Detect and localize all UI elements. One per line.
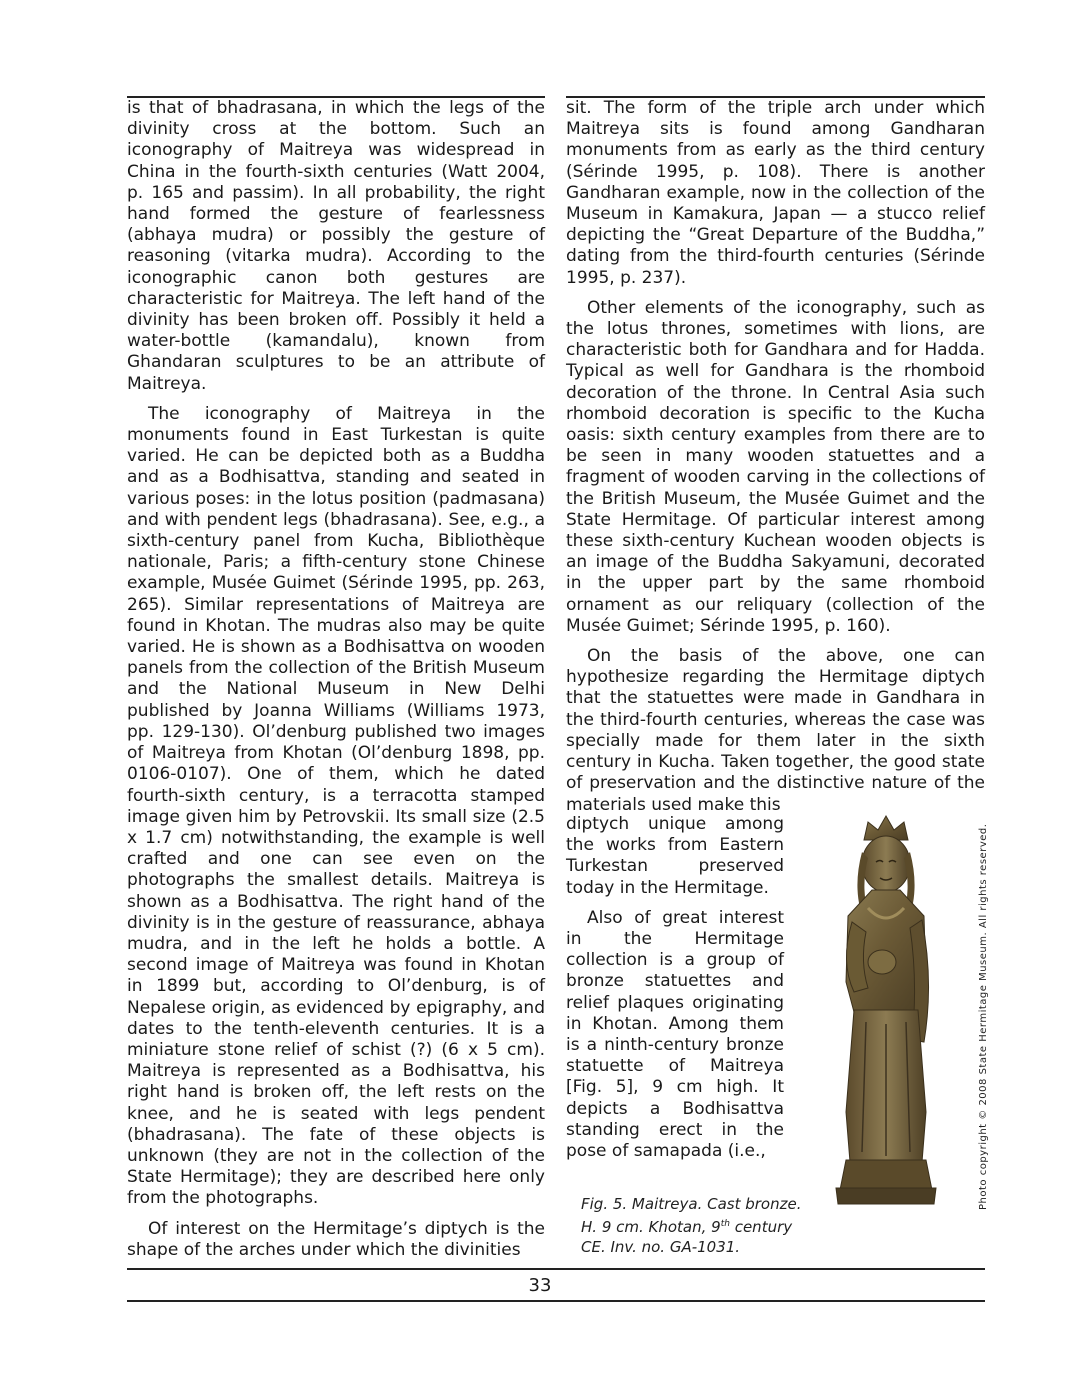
left-column xyxy=(127,98,545,1261)
right-paragraph-1: sit. The form of the triple arch under which Maitreya sits is found among Gandharan monuments from as early as the third century (Sérinde 1995, p. 108). There is another Gandharan example, now in the collection of the Museum in Kamakura, Japan — a stucco relief depicting the “Great Departure of the Buddha,” dating from the third-fourth centuries (Sérinde 1995, p. 237). xyxy=(566,98,985,288)
footer-rule-bottom xyxy=(127,1300,985,1302)
caption-line-1: Fig. 5. Maitreya. Cast bronze. xyxy=(581,1195,802,1213)
caption-line-2 xyxy=(581,1214,841,1237)
left-paragraph-3: Of interest on the Hermitage’s diptych is the shape of the arches under which the divinities xyxy=(127,1218,545,1260)
right-paragraph-3: On the basis of the above, one can hypothesize regarding the Hermitage diptych that the statuettes were made in Gandhara in the third-fourth centuries, whereas the case was specially made for them later in the sixth century in Kucha. Taken together, the good state of preservation and the distinctive nature of the materials used make this xyxy=(566,646,985,815)
maitreya-statuette-image xyxy=(806,812,966,1212)
caption-line-2-end: century xyxy=(729,1218,793,1236)
right-column xyxy=(566,98,985,816)
caption-line-2-text: H. 9 cm. Khotan, 9 xyxy=(581,1218,721,1236)
caption-superscript: th xyxy=(720,1219,730,1229)
page-number: 33 xyxy=(528,1275,552,1296)
right-column-narrow xyxy=(566,814,784,1162)
right-paragraph-4: Also of great interest in the Hermitage collection is a group of bronze statuettes and relief plaques originating in Khotan. Among them is a ninth-century bronze statuette of Maitreya [Fig. 5], 9 cm high. It depicts a Bodhisattva standing erect in the pose of samapada (i.e., xyxy=(566,907,784,1162)
left-paragraph-1: is that of bhadrasana, in which the legs of the divinity cross at the bottom. Such an iconography of Maitreya was widespread in China in the fourth-sixth centuries (Watt 2004, p. 165 and passim). In all probability, the right hand formed the gesture of fearlessness (abhaya mudra) or possibly the gesture of reasoning (vitarka mudra). According to the iconographic canon both gestures are characteristic for Maitreya. The left hand of the divinity has been broken off. Possibly it held a water-bottle (kamandalu), known from Ghandaran sculptures to be an attribute of Maitreya. xyxy=(127,98,545,394)
footer-rule-top xyxy=(127,1268,985,1270)
right-paragraph-2: Other elements of the iconography, such as the lotus thrones, sometimes with lions, are characteristic both for Gandhara and for Hadda. Typical as well for Gandhara is the rhomboid decoration of the throne. In Central Asia such rhomboid decoration is specific to the Kucha oasis: sixth century examples from there are to be seen in many wooden statuettes and a fragment of wooden carving in the collections of the British Museum, the Musée Guimet and the State Hermitage. Of particular interest among these sixth-century Kuchean wooden objects is an image of the Buddha Sakyamuni, decorated in the upper part by the same rhomboid ornament as our reliquary (collection of the Musée Guimet; Sérinde 1995, p. 160). xyxy=(566,297,985,636)
figure-caption xyxy=(581,1194,841,1257)
photo-copyright: Photo copyright © 2008 State Hermitage Museum. All rights reserved. xyxy=(978,823,989,1210)
right-paragraph-3-continued: diptych unique among the works from Eastern Turkestan preserved today in the Hermitage. xyxy=(566,814,784,898)
left-paragraph-2: The iconography of Maitreya in the monuments found in East Turkestan is quite varied. He can be depicted both as a Buddha and as a Bodhisattva, standing and seated in various poses: in the lotus position (padmasana) and with pendent legs (bhadrasana). See, e.g., a sixth-century panel from Kucha, Bibliothèque nationale, Paris; a fifth-century stone Chinese example, Musée Guimet (Sérinde 1995, pp. 263, 265). Similar representations of Maitreya are found in Khotan. The mudras also may be quite varied. He is shown as a Bodhisattva on wooden panels from the collection of the British Museum and the National Museum in New Delhi published by Joanna Williams (Williams 1973, pp. 129-130). Ol’denburg published two images of Maitreya from Khotan (Ol’denburg 1898, pp. 0106-0107). One of them, which he dated fourth-sixth century, is a terracotta stamped image given him by Petrovskii. Its small size (2.5 x 1.7 cm) notwithstanding, the example is well crafted and one can see even on the photographs the smallest details. Maitreya is shown as a Bodhisattva. The right hand of the divinity is in the gesture of reassurance, abhaya mudra, and in the left he holds a bottle. A second image of Maitreya was found in Khotan in 1899 but, according to Ol’denburg, is of Nepalese origin, as evidenced by epigraphy, and dates to the tenth-eleventh centuries. It is a miniature stone relief of schist (?) (6 x 5 cm). Maitreya is represented as a Bodhisattva, his right hand is broken off, the left rests on the knee, and he is seated with legs pendent (bhadrasana). The fate of these objects is unknown (they are not in the collection of the State Hermitage); they are described here only from the photographs. xyxy=(127,403,545,1209)
caption-line-3: CE. Inv. no. GA-1031. xyxy=(581,1238,741,1256)
